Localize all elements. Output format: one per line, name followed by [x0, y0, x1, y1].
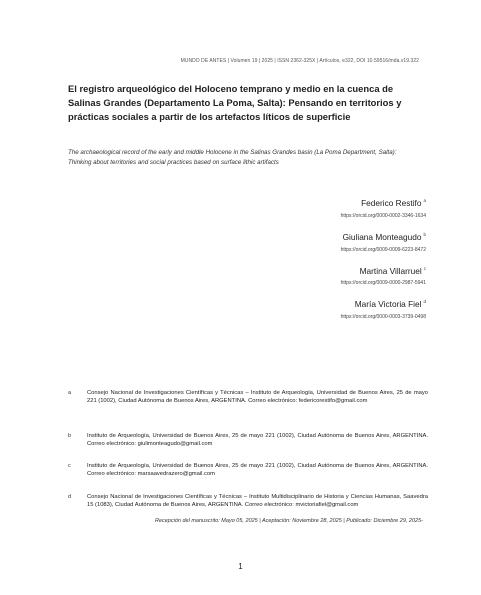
affiliation-text: Instituto de Arqueología, Universidad de Buenos Aires, 25 de mayo 221 (1002), Ciudad Autónoma de Buenos Aires, ARGENTINA. Correo electrónico: giulimonteagudo@gmail.com	[87, 433, 428, 448]
author-affiliation-mark: a	[423, 198, 426, 203]
author-orcid-link[interactable]: https://orcid.org/0000-0003-3739-0498	[340, 314, 426, 321]
affiliation-letter: a	[68, 390, 72, 396]
affiliation-entry	[68, 389, 428, 406]
author-affiliation-mark: b	[423, 231, 426, 237]
article-title-english: The archaeological record of the early and middle Holocene in the Salinas Grandes basin (La Poma Department, Salta): Thinking about territories and social practices based on surface lithic artifacts	[68, 149, 397, 166]
author-entry	[200, 263, 426, 290]
affiliation-text: Consejo Nacional de Investigaciones Científicas y Técnicas – Instituto Multidisciplinario de Historia y Ciencias Humanas, Saavedra 15 (1083), Ciudad Autónoma de Buenos Aires, ARGENTINA. Correo electrónico: mvictoriafiel@gmail.com	[87, 494, 428, 509]
page-number: 1	[238, 562, 243, 571]
affiliation-letter: b	[68, 433, 72, 439]
author-name: Martina Villarruel $^c$	[359, 265, 426, 276]
author-orcid-link[interactable]: https://orcid.org/0009-0000-2987-5941	[340, 280, 426, 287]
affiliation-text: Instituto de Arqueología, Universidad de Buenos Aires, 25 de mayo 221 (1002), Ciudad Autónoma de Buenos Aires, ARGENTINA. Correo electrónico: marsaavedrazero@gmail.com	[87, 463, 428, 478]
manuscript-dates: Recepción del manuscrito: Mayo 05, 2025 | Aceptación: Noviembre 28, 2025 | Publicado: Diciembre 29, 2025-	[154, 518, 423, 524]
author-name: Federico Restifo $^a$	[361, 197, 426, 208]
author-affiliation-mark: c	[423, 265, 426, 271]
affiliation-entry	[68, 493, 428, 510]
author-orcid-link[interactable]: https://orcid.org/0009-0009-6223-8472	[340, 246, 426, 253]
author-list	[200, 195, 426, 330]
author-affiliation-mark: d	[423, 299, 426, 305]
running-header: MUNDO DE ANTES | Volumen 19 | 2025 | ISSN 2362-325X | Artículos, e322, DOI 10.59516/mda.v19.322	[180, 58, 419, 64]
author-orcid-link[interactable]: https://orcid.org/0000-0002-3346-1634	[340, 212, 426, 219]
article-title-spanish: El registro arqueológico del Holoceno temprano y medio en la cuenca de Salinas Grandes (Departamento La Poma, Salta): Pensando en territorios y prácticas sociales a partir de los artefactos líticos de superficie	[68, 83, 402, 122]
author-entry	[200, 229, 426, 256]
affiliation-entry	[68, 432, 428, 449]
affiliation-entry	[68, 462, 428, 479]
author-name: Giuliana Monteagudo $^b$	[342, 231, 426, 242]
author-name: María Victoria Fiel $^d$	[354, 299, 426, 310]
affiliation-letter: c	[68, 463, 71, 469]
author-entry	[200, 195, 426, 222]
affiliation-text: Consejo Nacional de Investigaciones Científicas y Técnicas – Instituto de Arqueología, Universidad de Buenos Aires, 25 de mayo 221 (1002), Ciudad Autónoma de Buenos Aires, ARGENTINA. Correo electrónico: federicorestifo@gmail.com	[87, 390, 428, 405]
affiliation-letter: d	[68, 494, 72, 500]
author-entry	[200, 296, 426, 323]
